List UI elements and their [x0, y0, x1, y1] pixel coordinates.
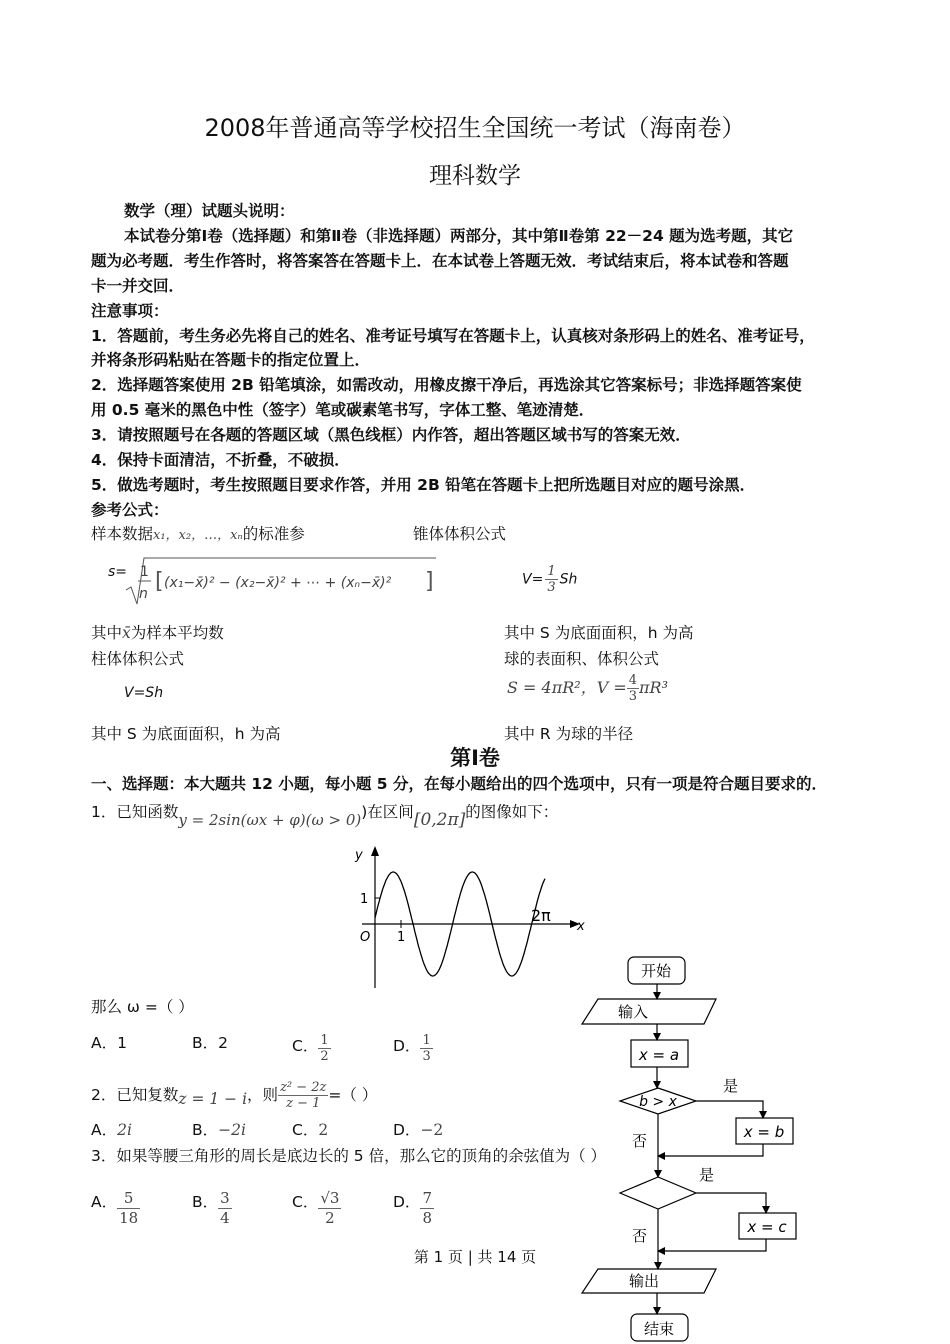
- flowchart: [578, 952, 808, 1344]
- x-axis-label: x: [577, 919, 585, 934]
- flow-input-label: 输入: [618, 1003, 649, 1021]
- q2-option-b: B．−2i: [192, 1121, 246, 1139]
- svg-text:]: ]: [425, 569, 434, 594]
- flow-yes1-label: 是: [723, 1077, 739, 1095]
- svg-text:(x₁−x̄)² − (x₂−x̄)² + ⋯ + (xₙ−: (x₁−x̄)² − (x₂−x̄)² + ⋯ + (xₙ−x̄)²: [164, 575, 392, 591]
- mean-note: 其中x̄为样本平均数: [91, 624, 224, 642]
- sd-one: 1: [140, 564, 149, 580]
- svg-text:n: n: [139, 586, 148, 602]
- note-item: 5．做选考题时，考生按照题目要求作答，并用 2B 铅笔在答题卡上把所选题目对应的题号涂黑．: [91, 476, 756, 494]
- flow-cond2-diamond: [620, 1177, 696, 1209]
- q3-option-b: B． $\frac{3}{4}$: [192, 1189, 230, 1227]
- exam-subtitle: 理科数学: [429, 163, 521, 189]
- flow-no1-label: 否: [632, 1132, 648, 1150]
- q3-option-c: C． $\frac{√3}{2}$: [292, 1189, 340, 1227]
- flow-assign-c-label: x = c: [747, 1218, 787, 1236]
- intro-heading: 数学（理）试题头说明：: [124, 202, 295, 220]
- q2-option-c: C．2: [292, 1121, 329, 1139]
- formulas-heading: 参考公式：: [91, 501, 169, 519]
- intro-line: 本试卷分第Ⅰ卷（选择题）和第Ⅱ卷（非选择题）两部分，其中第Ⅱ卷第 22－24 题为选考题，其它: [124, 227, 794, 245]
- cone-formula: V= $\frac{1}{3}$ Sh: [522, 564, 578, 595]
- q3-option-d: D． $\frac{7}{8}$: [393, 1189, 432, 1227]
- cone-note: 其中 S 为底面面积，h 为高: [504, 624, 694, 642]
- sine-graph: [340, 840, 590, 990]
- exam-title: 2008年普通高等学校招生全国统一考试（海南卷）: [204, 114, 746, 142]
- flow-assign-b-label: x = b: [743, 1123, 785, 1141]
- note-item: 并将条形码粘贴在答题卡的指定位置上．: [91, 351, 371, 369]
- intro-line: 题为必考题．考生作答时，将答案答在答题卡上．在本试卷上答题无效．考试结束后，将本试卷和答题: [91, 252, 789, 270]
- flow-cond1-label: b > x: [639, 1094, 677, 1110]
- q2-option-d: D．−2: [393, 1121, 444, 1139]
- y-axis-label: y: [355, 848, 363, 863]
- section-title: 第Ⅰ卷: [450, 746, 500, 770]
- q1-option-b: B．2: [192, 1034, 228, 1052]
- sd-formula: [124, 554, 439, 608]
- q1-option-a: A．1: [91, 1034, 127, 1052]
- x-tick-label: 1: [397, 930, 406, 945]
- q3-stem: 3．如果等腰三角形的周长是底边长的 5 倍，那么它的顶角的余弦值为（ ）: [91, 1147, 607, 1165]
- sphere-formula: S = 4πR²，V = $\frac{4}{3}$ πR³: [507, 673, 669, 704]
- note-item: 用 0.5 毫米的黑色中性（签字）笔或碳素笔书写，字体工整、笔迹清楚．: [91, 401, 595, 419]
- flow-output-label: 输出: [629, 1272, 660, 1290]
- svg-text:[: [: [155, 569, 164, 594]
- sd-formula-lhs: s=: [108, 564, 128, 580]
- origin-label: O: [360, 930, 371, 945]
- note-item: 2．选择题答案使用 2B 铅笔填涂，如需改动，用橡皮擦干净后，再选涂其它答案标号；非选择题答案使: [91, 376, 802, 394]
- q1-stem: 1．已知函数y = 2sin(ωx + φ)(ω > 0))在区间[0,2π]的图像如下：: [91, 803, 559, 830]
- q1-option-d: D． $\frac{1}{3}$: [393, 1033, 431, 1064]
- notes-heading: 注意事项：: [91, 302, 169, 320]
- note-item: 4．保持卡面清洁，不折叠，不破损．: [91, 451, 350, 469]
- q2-option-a: A．2i: [91, 1121, 132, 1139]
- cone-volume-label: 锥体体积公式: [413, 525, 507, 543]
- intro-line: 卡一并交回．: [91, 277, 185, 295]
- q3-option-a: A． $\frac{5}{18}$: [91, 1189, 139, 1227]
- two-pi-label: 2π: [531, 906, 551, 925]
- note-item: 1．答题前，考生务必先将自己的姓名、准考证号填写在答题卡上，认真核对条形码上的姓名、准考证号，: [91, 327, 815, 345]
- sphere-note: 其中 R 为球的半径: [504, 725, 634, 743]
- flow-end-label: 结束: [643, 1320, 675, 1338]
- flow-yes2-label: 是: [699, 1166, 715, 1184]
- flow-input-box: [582, 999, 716, 1024]
- y-tick-label: 1: [360, 892, 369, 907]
- prism-note: 其中 S 为底面面积，h 为高: [91, 725, 281, 743]
- flow-no2-label: 否: [632, 1227, 648, 1245]
- q1-option-c: C． $\frac{1}{2}$: [292, 1033, 329, 1064]
- flow-start-label: 开始: [640, 962, 672, 980]
- note-item: 3．请按照题号在各题的答题区域（黑色线框）内作答，超出答题区域书写的答案无效．: [91, 426, 691, 444]
- prism-volume-label: 柱体体积公式: [91, 650, 185, 668]
- prism-formula: V=Sh: [124, 685, 164, 701]
- section-instruction: 一、选择题：本大题共 12 小题，每小题 5 分，在每小题给出的四个选项中，只有一项是符合题目要求的．: [91, 775, 827, 793]
- q2-stem: 2．已知复数z = 1 − i，则 $\frac{\text{z² − 2z}}{z - 1}$ =（ ）: [91, 1080, 378, 1111]
- sample-sd-label: 样本数据x₁，x₂，…，xₙ的标准参: [91, 525, 305, 543]
- sphere-label: 球的表面积、体积公式: [504, 650, 660, 668]
- page-footer: 第 1 页 | 共 14 页: [413, 1248, 537, 1266]
- q1-question: 那么 ω =（ ）: [91, 998, 194, 1016]
- flow-assign-a-label: x = a: [638, 1046, 680, 1064]
